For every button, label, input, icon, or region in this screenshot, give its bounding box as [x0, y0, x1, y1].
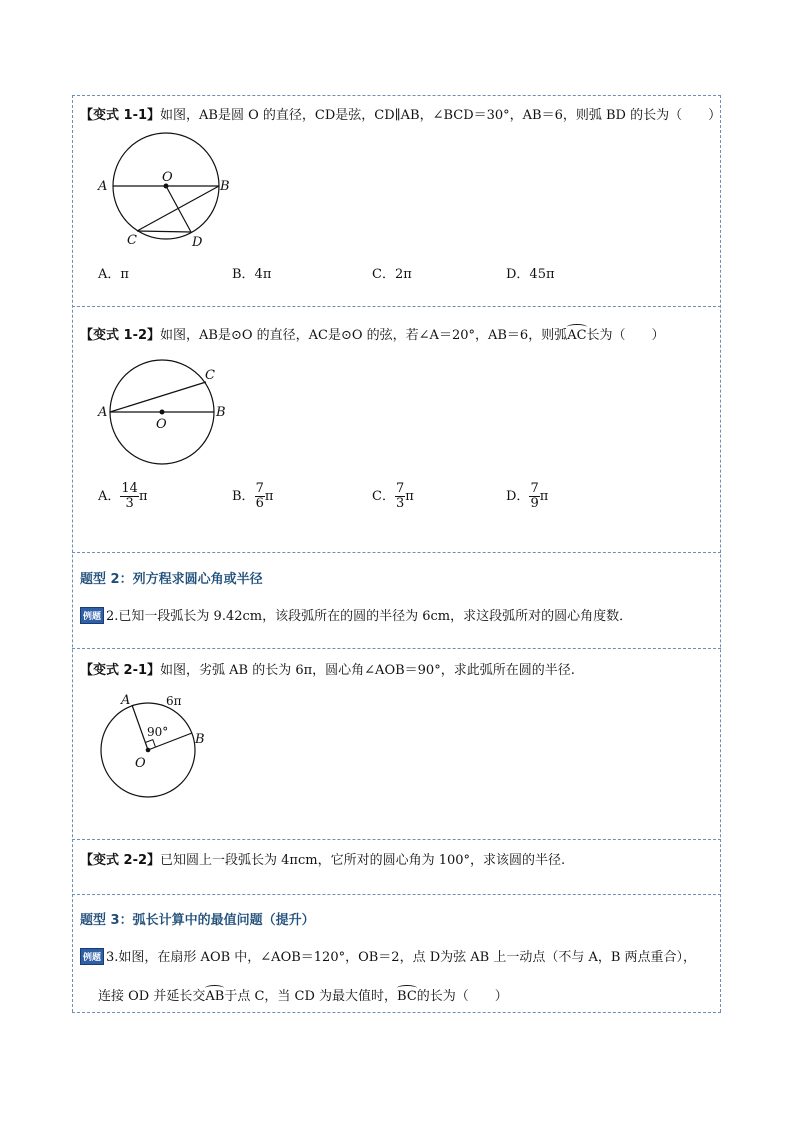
question-text: 如图，AB是⊙O 的直径，AC是⊙O 的弦，若∠A＝20°，AB＝6，则弧 — [160, 328, 568, 343]
question-tag: 【变式 1-1】 — [80, 108, 161, 123]
label-c: C — [205, 368, 215, 383]
option-d: D．45π — [506, 267, 555, 282]
divider — [72, 95, 721, 96]
divider — [72, 552, 721, 553]
label-a: A — [98, 179, 108, 194]
option-c: C． $\frac{7}{3}$ π — [372, 481, 414, 511]
question-1-2 — [80, 324, 665, 343]
label-b: B — [195, 732, 205, 747]
section-heading-type-2: 题型 2：列方程求圆心角或半径 — [80, 572, 263, 587]
label-o: O — [156, 417, 167, 432]
question-2-1 — [80, 659, 575, 678]
question-text-tail: 长为（ ） — [586, 328, 665, 343]
example-2 — [80, 605, 632, 624]
divider — [72, 1012, 721, 1013]
label-o: O — [135, 756, 146, 771]
question-2-2 — [80, 849, 565, 868]
question-text: 已知圆上一段弧长为 4πcm，它所对的圆心角为 100°，求该圆的半径. — [160, 853, 566, 868]
option-a: A． $\frac{14}{3}$ π — [98, 481, 148, 511]
figure-circle-abcd — [94, 120, 254, 260]
label-b: B — [220, 179, 230, 194]
divider — [72, 839, 721, 840]
label-a: A — [121, 693, 131, 708]
example-badge: 例题 — [80, 607, 104, 624]
label-a: A — [98, 405, 108, 420]
example-text: 3.如图，在扇形 AOB 中，∠AOB＝120°，OB＝2，点 D为弦 AB 上一动点（不与 A，B 两点重合）， — [106, 950, 697, 965]
label-b: B — [216, 405, 226, 420]
divider — [72, 648, 721, 649]
question-tag: 【变式 2-2】 — [80, 853, 161, 868]
question-text: 如图，劣弧 AB 的长为 6π，圆心角∠AOB＝90°，求此弧所在圆的半径. — [160, 663, 575, 678]
label-angle: 90° — [147, 725, 169, 739]
question-text: 如图，AB是圆 O 的直径，CD是弦，CD∥AB，∠BCD＝30°，AB＝6，则弧 BD 的长为（ ） — [160, 108, 722, 123]
option-b: B．4π — [232, 267, 272, 282]
divider — [72, 306, 721, 307]
divider — [72, 894, 721, 895]
option-d: D． $\frac{7}{9}$ π — [506, 481, 549, 511]
example-3-line-2: 连接 OD 并延长交AB于点 C，当 CD 为最大值时，BC的长为（ ） — [98, 989, 508, 1004]
arc-ac: AC — [567, 328, 587, 343]
example-text: 2.已知一段弧长为 9.42cm，该段弧所在的圆的半径为 6cm，求这段弧所对的圆心角度数． — [106, 609, 633, 624]
label-d: D — [192, 235, 203, 250]
figure-circle-abc — [96, 358, 246, 478]
example-badge: 例题 — [80, 948, 104, 965]
arc-bc: BC — [397, 989, 417, 1004]
figure-sector-aob — [96, 688, 226, 808]
label-arc-length: 6π — [166, 694, 182, 708]
option-a: A．π — [98, 267, 129, 282]
question-tag: 【变式 1-2】 — [80, 328, 161, 343]
label-o: O — [162, 170, 173, 185]
option-b: B． $\frac{7}{6}$ π — [232, 481, 274, 511]
option-c: C．2π — [372, 267, 412, 282]
question-tag: 【变式 2-1】 — [80, 663, 161, 678]
arc-ab: AB — [205, 989, 225, 1004]
label-c: C — [127, 233, 137, 248]
section-heading-type-3: 题型 3：弧长计算中的最值问题（提升） — [80, 913, 315, 928]
example-3-line-1 — [80, 946, 696, 965]
